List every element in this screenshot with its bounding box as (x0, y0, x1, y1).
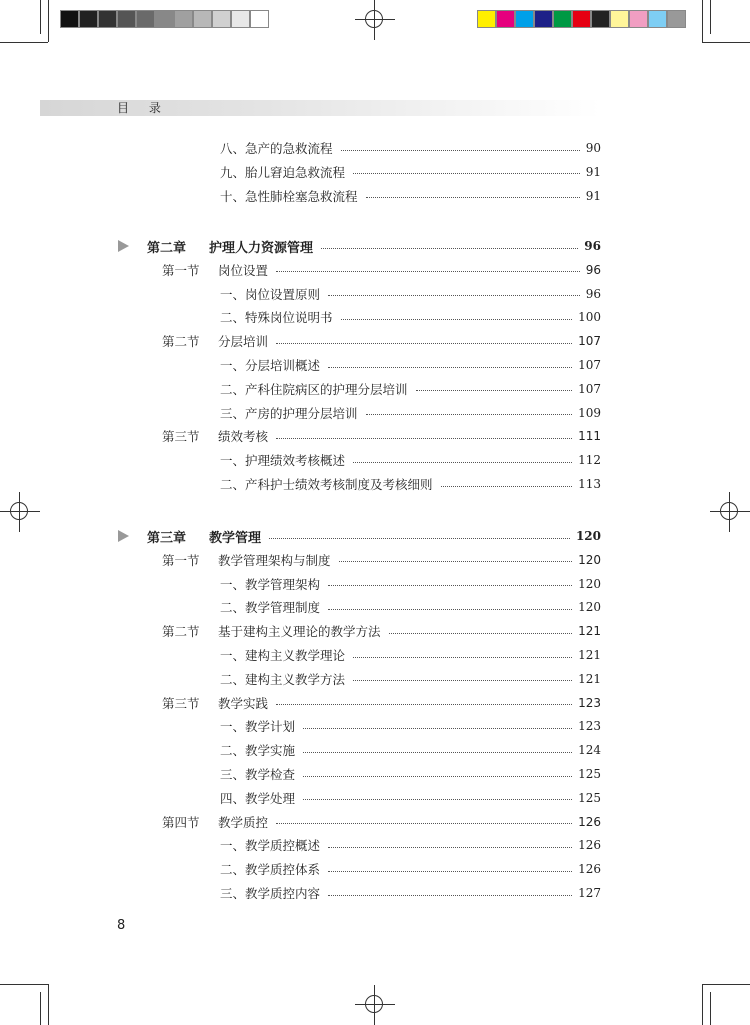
dot-leader (389, 633, 573, 634)
toc-section-label (162, 551, 331, 569)
dot-leader (366, 197, 580, 198)
color-swatch (515, 10, 534, 28)
toc-page-number: 96 (584, 239, 601, 253)
toc-item-label: 一、教学计划 (220, 719, 296, 735)
toc-page-number: 96 (585, 286, 601, 301)
toc-item-row[interactable] (220, 858, 601, 880)
gray-swatch (174, 10, 193, 28)
toc-chapter-number: 第二章 (147, 240, 187, 256)
dot-leader (328, 847, 572, 848)
toc-chapter-label (147, 237, 313, 256)
toc-section-title: 教学管理架构与制度 (218, 552, 331, 568)
toc-item-label: 一、教学管理架构 (220, 576, 321, 592)
toc-section-title: 绩效考核 (218, 429, 269, 445)
toc-section-label (162, 622, 381, 640)
toc-item-label: 一、分层培训概述 (220, 358, 321, 373)
toc-item-label: 二、教学质控体系 (220, 862, 321, 878)
dot-leader (276, 271, 580, 272)
toc-item-row[interactable] (220, 354, 601, 376)
registration-mark-bottom (355, 985, 395, 1025)
toc-item-label: 一、教学质控概述 (220, 838, 321, 854)
toc-section-title: 教学质控 (218, 814, 269, 830)
toc-page-number: 121 (578, 671, 601, 686)
gray-swatch (250, 10, 269, 28)
toc-item-label: 三、教学质控内容 (220, 886, 321, 901)
toc-page-number: 91 (585, 164, 601, 179)
registration-mark-right (710, 492, 750, 532)
toc-item-row[interactable] (220, 715, 601, 737)
color-swatch (553, 10, 572, 28)
dot-leader (276, 438, 572, 439)
dot-leader (321, 248, 578, 249)
dot-leader (353, 657, 572, 658)
toc-section-label (162, 261, 268, 279)
toc-page-number: 107 (578, 334, 601, 349)
grayscale-calibration-bar (60, 10, 269, 28)
toc-section-row[interactable] (162, 425, 601, 447)
toc-page-number: 125 (578, 790, 601, 805)
dot-leader (303, 799, 572, 800)
toc-item-row[interactable] (220, 137, 601, 159)
toc-page-number: 126 (578, 862, 601, 877)
toc-section-label (162, 694, 268, 712)
dot-leader (328, 609, 572, 610)
crop-mark-bottom-right-v (702, 984, 703, 1025)
toc-item-row[interactable] (220, 161, 601, 183)
crop-mark-top-right-h (702, 42, 750, 43)
chapter-arrow-icon (118, 240, 129, 252)
gray-swatch (155, 10, 174, 28)
toc-section-label (162, 813, 268, 831)
dot-leader (269, 538, 570, 539)
toc-chapter-row[interactable] (147, 235, 601, 257)
toc-item-row[interactable] (220, 882, 601, 904)
toc-item-row[interactable] (220, 449, 601, 471)
color-swatch (534, 10, 553, 28)
toc-page-number: 111 (578, 429, 601, 444)
toc-item-label: 八、急产的急救流程 (220, 141, 333, 156)
toc-chapter-row[interactable] (147, 525, 601, 547)
running-header-title: 目 录 (117, 101, 169, 115)
color-swatch (572, 10, 591, 28)
toc-chapter-title: 教学管理 (209, 530, 262, 546)
toc-page-number: 121 (578, 648, 601, 662)
toc-chapter-label (147, 527, 261, 546)
toc-item-row[interactable] (220, 763, 601, 785)
toc-page-number: 91 (585, 188, 601, 203)
toc-page-number: 109 (578, 405, 601, 420)
toc-item-label: 一、建构主义教学理论 (220, 648, 346, 663)
color-swatch (610, 10, 629, 28)
dot-leader (328, 871, 572, 872)
toc-page-number: 120 (578, 552, 601, 567)
dot-leader (303, 752, 572, 753)
crop-mark-top-right-v (702, 0, 703, 42)
crop-mark-bottom-left-v2 (40, 992, 41, 1025)
dot-leader (328, 895, 572, 896)
gray-swatch (117, 10, 136, 28)
toc-chapter-title: 护理人力资源管理 (209, 240, 314, 256)
toc-section-number: 第一节 (162, 552, 200, 568)
dot-leader (353, 173, 580, 174)
toc-item-label: 二、产科护士绩效考核制度及考核细则 (220, 477, 433, 492)
toc-page-number: 125 (578, 767, 601, 781)
toc-page-number: 120 (578, 600, 601, 615)
gray-swatch (98, 10, 117, 28)
toc-page-number: 127 (578, 886, 601, 900)
toc-page-number: 126 (578, 838, 601, 853)
dot-leader (441, 486, 573, 487)
dot-leader (353, 680, 572, 681)
toc-page-number: 124 (578, 743, 601, 758)
dot-leader (276, 343, 572, 344)
toc-page-number: 96 (585, 262, 601, 277)
dot-leader (353, 462, 572, 463)
toc-section-title: 基于建构主义理论的教学方法 (218, 624, 381, 640)
color-swatch (496, 10, 515, 28)
dot-leader (303, 776, 572, 777)
toc-section-row[interactable] (162, 692, 601, 714)
crop-mark-bottom-left-h (0, 984, 48, 985)
toc-page-number: 123 (578, 695, 601, 710)
registration-mark-top (355, 0, 395, 40)
toc-page-number: 113 (578, 477, 601, 491)
toc-page-number: 90 (585, 141, 601, 155)
toc-item-row[interactable] (220, 185, 601, 207)
toc-section-number: 第二节 (162, 334, 200, 350)
toc-item-row[interactable] (220, 668, 601, 690)
toc-section-row[interactable] (162, 549, 601, 571)
toc-section-row[interactable] (162, 259, 601, 281)
toc-item-label: 一、岗位设置原则 (220, 286, 321, 302)
dot-leader (328, 367, 572, 368)
dot-leader (339, 561, 573, 562)
color-swatch (477, 10, 496, 28)
dot-leader (276, 704, 572, 705)
registration-mark-left (0, 492, 40, 532)
toc-item-row[interactable] (220, 378, 601, 400)
color-swatch (667, 10, 686, 28)
dot-leader (416, 390, 573, 391)
toc-page-number: 120 (575, 529, 601, 543)
toc-item-row[interactable] (220, 834, 601, 856)
toc-item-row[interactable] (220, 787, 601, 809)
toc-item-row[interactable] (220, 596, 601, 618)
dot-leader (366, 414, 573, 415)
color-swatch (591, 10, 610, 28)
toc-item-row[interactable] (220, 283, 601, 305)
toc-section-title: 教学实践 (218, 695, 269, 711)
gray-swatch (231, 10, 250, 28)
toc-page-number: 107 (578, 358, 601, 372)
toc-item-row[interactable] (220, 573, 601, 595)
toc-section-number: 第三节 (162, 695, 200, 711)
toc-item-label: 三、教学检查 (220, 767, 296, 782)
color-swatch (648, 10, 667, 28)
toc-section-row[interactable] (162, 620, 601, 642)
toc-page-number: 123 (578, 719, 601, 734)
toc-item-label: 二、教学管理制度 (220, 600, 321, 616)
toc-section-row[interactable] (162, 330, 601, 352)
toc-section-title: 岗位设置 (218, 262, 269, 278)
toc-item-row[interactable] (220, 739, 601, 761)
toc-item-label: 一、护理绩效考核概述 (220, 453, 346, 469)
toc-section-row[interactable] (162, 811, 601, 833)
toc-item-label: 九、胎儿窘迫急救流程 (220, 164, 346, 180)
toc-item-label: 二、产科住院病区的护理分层培训 (220, 381, 408, 397)
toc-item-row[interactable] (220, 473, 601, 495)
toc-section-number: 第四节 (162, 814, 200, 830)
toc-page-number: 121 (578, 624, 601, 639)
page-number: 8 (117, 918, 126, 933)
toc-item-row[interactable] (220, 644, 601, 666)
toc-page-number: 100 (578, 310, 601, 325)
crop-mark-bottom-left-v (48, 984, 49, 1025)
gray-swatch (193, 10, 212, 28)
toc-page-number: 107 (578, 381, 601, 396)
toc-item-label: 四、教学处理 (220, 790, 296, 806)
toc-item-label: 三、产房的护理分层培训 (220, 405, 358, 421)
dot-leader (341, 319, 573, 320)
dot-leader (328, 585, 572, 586)
toc-chapter-number: 第三章 (147, 530, 187, 546)
gray-swatch (79, 10, 98, 28)
gray-swatch (212, 10, 231, 28)
gray-swatch (60, 10, 79, 28)
toc-item-label: 二、建构主义教学方法 (220, 671, 346, 687)
toc-page-number: 112 (578, 453, 601, 468)
chapter-arrow-icon (118, 530, 129, 542)
toc-section-title: 分层培训 (218, 334, 269, 350)
color-swatch (629, 10, 648, 28)
toc-item-row[interactable] (220, 306, 601, 328)
toc-item-row[interactable] (220, 402, 601, 424)
dot-leader (328, 295, 580, 296)
crop-mark-bottom-right-h (702, 984, 750, 985)
crop-mark-top-left-v2 (40, 0, 41, 34)
toc-section-label (162, 332, 268, 350)
toc-item-label: 二、教学实施 (220, 743, 296, 759)
crop-mark-top-left-h (0, 42, 48, 43)
toc-page-number: 120 (578, 576, 601, 591)
toc-section-label (162, 427, 268, 445)
toc-page-number: 126 (578, 814, 601, 829)
toc-item-label: 十、急性肺栓塞急救流程 (220, 188, 358, 204)
color-calibration-bar (477, 10, 686, 28)
dot-leader (341, 150, 580, 151)
dot-leader (303, 728, 572, 729)
toc-item-label: 二、特殊岗位说明书 (220, 310, 333, 326)
gray-swatch (136, 10, 155, 28)
toc-section-number: 第二节 (162, 624, 200, 640)
crop-mark-top-left-v (48, 0, 49, 42)
toc-section-number: 第三节 (162, 429, 200, 445)
toc-section-number: 第一节 (162, 262, 200, 278)
crop-mark-top-right-v2 (710, 0, 711, 34)
crop-mark-bottom-right-v2 (710, 992, 711, 1025)
dot-leader (276, 823, 572, 824)
